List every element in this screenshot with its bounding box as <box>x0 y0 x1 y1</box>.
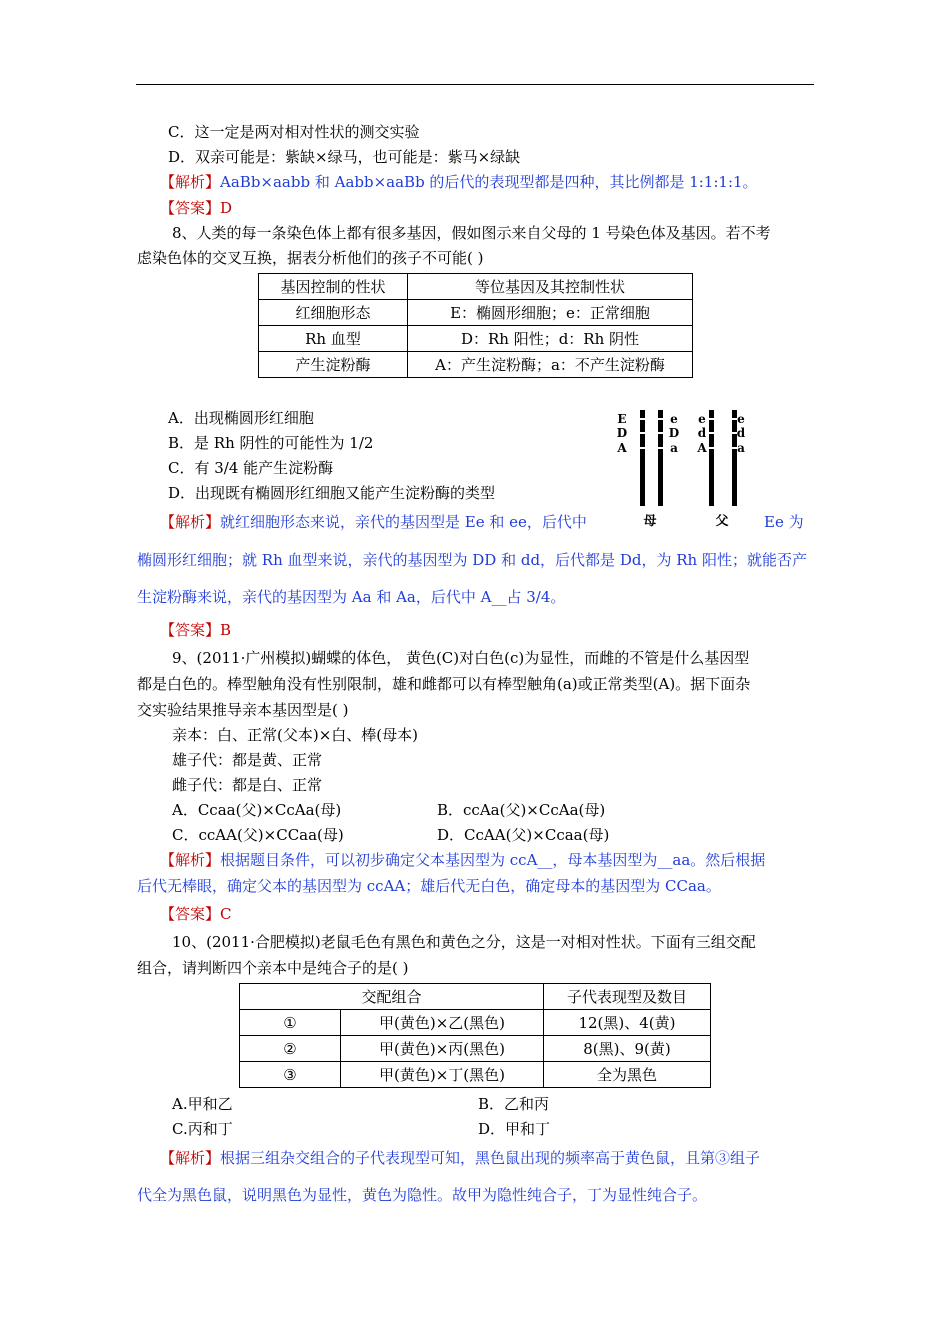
table-cell: 甲(黄色)×乙(黑色) <box>341 1010 544 1036</box>
q8-option-b: B．是 Rh 阴性的可能性为 1/2 <box>168 434 374 452</box>
mother-label: 母 <box>643 514 657 529</box>
q8-analysis-line1-end: Ee 为 <box>764 513 804 531</box>
analysis-tag: 【解析】 <box>160 1149 221 1167</box>
q9-male-offspring: 雄子代：都是黄、正常 <box>172 751 323 769</box>
gene-label: a <box>670 441 678 455</box>
q10-cross-table <box>239 983 711 1088</box>
gene-label: e <box>698 412 706 426</box>
table-row <box>259 352 693 378</box>
table-row <box>259 300 693 326</box>
q10-option-a: A.甲和乙 <box>172 1095 233 1113</box>
q8-analysis-line2: 椭圆形红细胞；就 Rh 血型来说，亲代的基因型为 DD 和 dd，后代都是 Dd，为 Rh 阳性；就能否产 <box>137 551 807 569</box>
q10-option-c: C.丙和丁 <box>172 1120 233 1138</box>
q10-stem-line1: 10、(2011·合肥模拟)老鼠毛色有黑色和黄色之分，这是一对相对性状。下面有三组交配 <box>172 933 756 951</box>
table-cell: E：椭圆形细胞；e：正常细胞 <box>408 300 693 326</box>
q8-stem-line1: 8、人类的每一条染色体上都有很多基因，假如图示来自父母的 1 号染色体及基因。若不考 <box>172 224 771 242</box>
father-label: 父 <box>715 514 729 529</box>
table-cell: ③ <box>240 1062 341 1088</box>
header-rule <box>136 84 814 85</box>
table-header-cell: 基因控制的性状 <box>259 274 408 300</box>
q10-analysis-line2: 代全为黑色鼠，说明黑色为显性，黄色为隐性。故甲为隐性纯合子，丁为显性纯合子。 <box>137 1186 708 1204</box>
q9-option-d: D．CcAA(父)×Ccaa(母) <box>437 826 610 844</box>
q7-answer <box>160 198 232 218</box>
gene-label: d <box>697 426 707 440</box>
analysis-tag: 【解析】 <box>160 173 221 191</box>
table-cell: 甲(黄色)×丙(黑色) <box>341 1036 544 1062</box>
q9-female-offspring: 雌子代：都是白、正常 <box>172 776 323 794</box>
q8-option-a: A．出现椭圆形红细胞 <box>168 409 314 427</box>
q8-analysis-line1 <box>160 512 587 532</box>
table-row <box>240 1036 711 1062</box>
q9-stem-line3: 交实验结果推导亲本基因型是( ) <box>137 701 349 719</box>
q9-option-b: B．ccAa(父)×CcAa(母) <box>437 801 606 819</box>
table-cell: 红细胞形态 <box>259 300 408 326</box>
q10-stem-line2: 组合，请判断四个亲本中是纯合子的是( ) <box>137 959 409 977</box>
table-cell: 甲(黄色)×丁(黑色) <box>341 1062 544 1088</box>
table-cell: ② <box>240 1036 341 1062</box>
q9-option-a: A．Ccaa(父)×CcAa(母) <box>172 801 342 819</box>
chromosome-figure <box>616 405 750 530</box>
q8-stem-line2: 虑染色体的交叉互换，据表分析他们的孩子不可能( ) <box>137 249 484 267</box>
table-cell: 产生淀粉酶 <box>259 352 408 378</box>
q8-answer <box>160 620 231 640</box>
gene-label: D <box>668 426 680 440</box>
q8-gene-table <box>258 273 693 378</box>
q8-option-c: C．有 3/4 能产生淀粉酶 <box>168 459 334 477</box>
q9-analysis-line1 <box>160 850 765 870</box>
q7-analysis <box>160 172 758 192</box>
analysis-text: 就红细胞形态来说，亲代的基因型是 Ee 和 ee，后代中 <box>220 513 587 531</box>
gene-label: A <box>617 441 627 455</box>
q7-option-d: D．双亲可能是：紫缺×绿马，也可能是：紫马×绿缺 <box>168 148 521 166</box>
table-header-cell: 子代表现型及数目 <box>544 984 711 1010</box>
table-cell: 12(黑)、4(黄) <box>544 1010 711 1036</box>
analysis-tag: 【解析】 <box>160 851 221 869</box>
table-cell: Rh 血型 <box>259 326 408 352</box>
analysis-text: 根据三组杂交组合的子代表现型可知，黑色鼠出现的频率高于黄色鼠，且第③组子 <box>220 1149 761 1167</box>
table-row <box>240 1010 711 1036</box>
gene-label: A <box>697 441 707 455</box>
q10-analysis-line1 <box>160 1148 760 1168</box>
q9-stem-line2: 都是白色的。棒型触角没有性别限制，雄和雌都可以有棒型触角(a)或正常类型(A)。据下面杂 <box>137 675 751 693</box>
q8-analysis-line3: 生淀粉酶来说，亲代的基因型为 Aa 和 Aa，后代中 A__占 3/4。 <box>137 588 566 606</box>
table-row <box>259 326 693 352</box>
table-cell: D：Rh 阳性；d：Rh 阴性 <box>408 326 693 352</box>
analysis-text: 根据题目条件，可以初步确定父本基因型为 ccA__，母本基因型为__aa。然后根据 <box>220 851 766 869</box>
analysis-tag: 【解析】 <box>160 513 221 531</box>
answer-tag: 【答案】 <box>160 905 221 923</box>
table-header-row <box>259 274 693 300</box>
gene-label: a <box>737 441 745 455</box>
table-cell: 8(黑)、9(黄) <box>544 1036 711 1062</box>
q10-option-b: B．乙和丙 <box>478 1095 550 1113</box>
q9-stem-line1: 9、(2011·广州模拟)蝴蝶的体色， 黄色(C)对白色(c)为显性，而雌的不管是什么基因型 <box>172 649 750 667</box>
answer-tag: 【答案】 <box>160 199 221 217</box>
q8-option-d: D．出现既有椭圆形红细胞又能产生淀粉酶的类型 <box>168 484 496 502</box>
answer-value: B <box>220 621 232 639</box>
answer-tag: 【答案】 <box>160 621 221 639</box>
analysis-text: AaBb×aabb 和 Aabb×aaBb 的后代的表现型都是四种，其比例都是 1:1:1:1。 <box>220 173 758 191</box>
answer-value: D <box>220 199 233 217</box>
gene-label: E <box>617 412 627 426</box>
gene-label: e <box>670 412 678 426</box>
q9-answer <box>160 904 232 924</box>
table-cell: 全为黑色 <box>544 1062 711 1088</box>
gene-label: D <box>616 426 628 440</box>
table-cell: ① <box>240 1010 341 1036</box>
q9-analysis-line2: 后代无棒眼，确定父本的基因型为 ccAA；雄后代无白色，确定母本的基因型为 CCaa。 <box>137 877 721 895</box>
table-row <box>240 1062 711 1088</box>
q7-option-c: C．这一定是两对相对性状的测交实验 <box>168 123 420 141</box>
gene-label: e <box>737 412 745 426</box>
table-header-row <box>240 984 711 1010</box>
q9-parents: 亲本：白、正常(父本)×白、棒(母本) <box>172 726 418 744</box>
answer-value: C <box>220 905 232 923</box>
table-cell: A：产生淀粉酶；a：不产生淀粉酶 <box>408 352 693 378</box>
q10-option-d: D．甲和丁 <box>478 1120 551 1138</box>
table-header-cell: 交配组合 <box>240 984 544 1010</box>
table-header-cell: 等位基因及其控制性状 <box>408 274 693 300</box>
gene-label: d <box>736 426 746 440</box>
q9-option-c: C．ccAA(父)×CCaa(母) <box>172 826 344 844</box>
